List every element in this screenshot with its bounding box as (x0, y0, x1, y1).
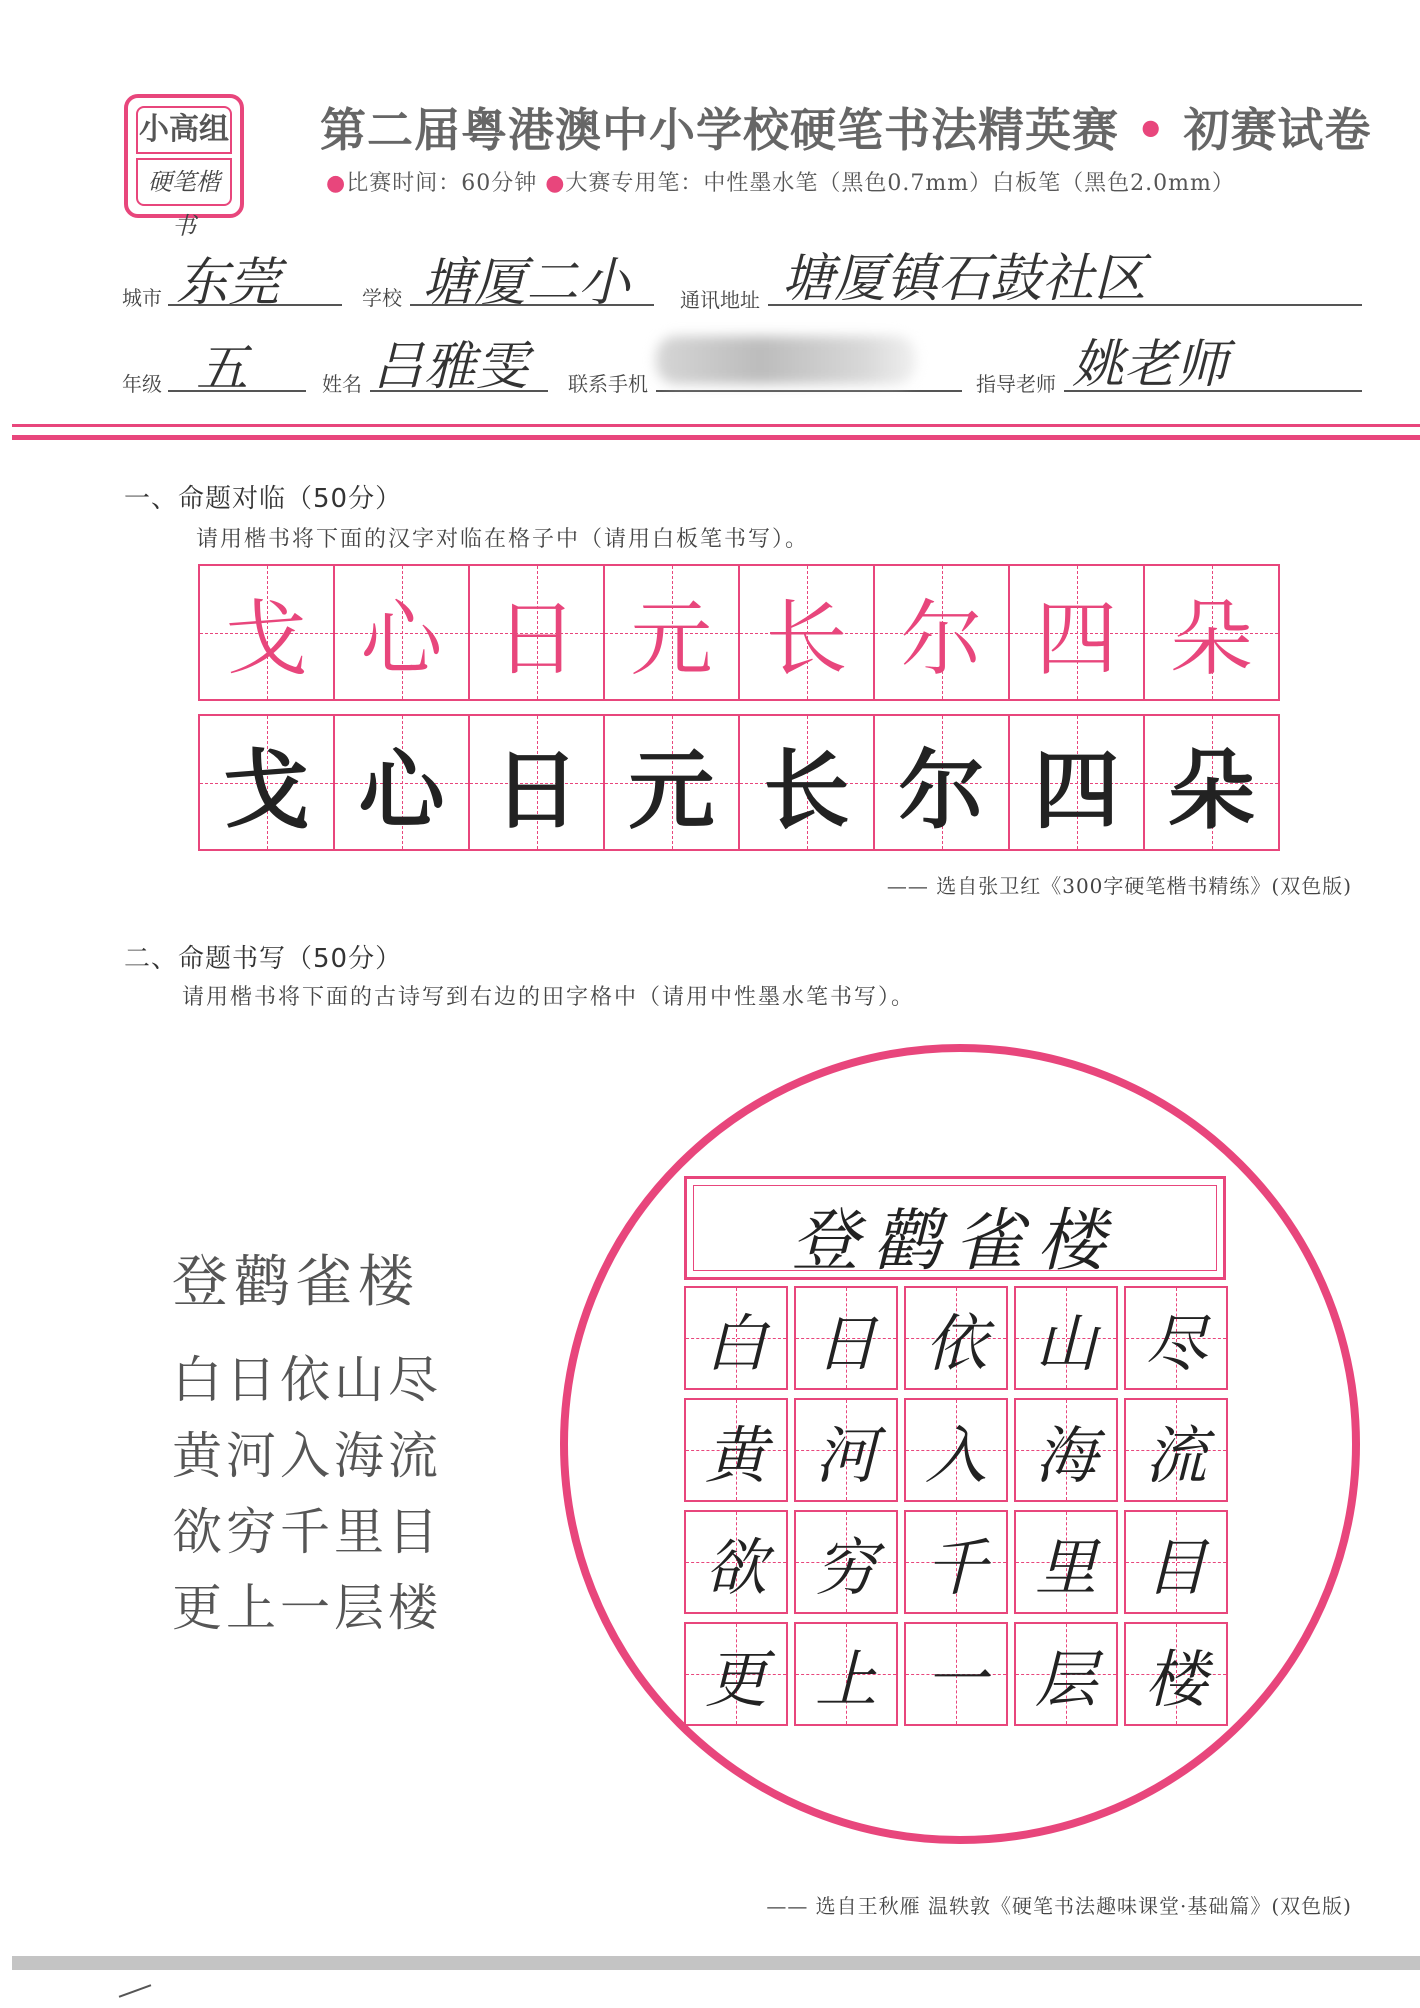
poem-grid-cell[interactable]: 日 (794, 1286, 898, 1390)
info-time: 比赛时间：60分钟 (346, 171, 538, 196)
badge-category-label: 硬笔楷书 (136, 158, 232, 206)
title-dot: • (1136, 103, 1167, 157)
teacher-label: 指导老师 (976, 372, 1056, 396)
poem-grid-cell[interactable]: 入 (904, 1398, 1008, 1502)
written-poem-title: 登鹳雀楼 (790, 1202, 1119, 1281)
title-sub: 初赛试卷 (1183, 103, 1372, 157)
model-poem-line: 更上一层楼 (172, 1579, 442, 1637)
poem-grid-row (684, 1622, 1228, 1726)
poem-grid-cell[interactable]: 一 (904, 1622, 1008, 1726)
copy-char-cell[interactable]: 元 (603, 714, 740, 851)
poem-grid-cell[interactable]: 尽 (1124, 1286, 1228, 1390)
poem-grid-cell[interactable]: 里 (1014, 1510, 1118, 1614)
city-field[interactable]: 东莞 (176, 253, 281, 313)
bullet-icon: ● (545, 171, 566, 196)
name-field[interactable]: 吕雅雯 (372, 337, 529, 397)
model-char-cell: 日 (468, 564, 605, 701)
header-divider-bottom (12, 435, 1420, 440)
model-poem (172, 1238, 442, 1646)
name-label: 姓名 (322, 372, 362, 396)
model-char-row (198, 564, 1278, 701)
poem-grid-cell[interactable]: 白 (684, 1286, 788, 1390)
poem-grid-cell[interactable]: 千 (904, 1510, 1008, 1614)
model-char-cell: 戈 (198, 564, 335, 701)
bullet-icon: ● (326, 171, 347, 196)
poem-grid-cell[interactable]: 穷 (794, 1510, 898, 1614)
grade-field[interactable]: 五 (196, 339, 249, 399)
poem-grid-cell[interactable]: 欲 (684, 1510, 788, 1614)
school-field[interactable]: 塘厦二小 (422, 253, 631, 313)
poem-grid-cell[interactable]: 更 (684, 1622, 788, 1726)
address-field[interactable]: 塘厦镇石鼓社区 (782, 249, 1147, 309)
page-title (320, 94, 1371, 160)
badge-group-label: 小高组 (136, 106, 232, 154)
exam-info (326, 166, 1235, 197)
written-poem-title-box[interactable] (684, 1176, 1226, 1280)
poem-grid-cell[interactable]: 黄 (684, 1398, 788, 1502)
copy-char-row[interactable] (198, 714, 1278, 851)
poem-grid[interactable] (684, 1286, 1228, 1726)
model-poem-line: 欲穷千里目 (172, 1503, 442, 1561)
title-main: 第二届粤港澳中小学校硬笔书法精英赛 (320, 103, 1119, 157)
model-poem-line: 白日依山尽 (172, 1351, 442, 1409)
city-label: 城市 (122, 286, 162, 310)
section1-desc: 请用楷书将下面的汉字对临在格子中（请用白板笔书写）。 (196, 527, 810, 552)
poem-grid-cell[interactable]: 河 (794, 1398, 898, 1502)
model-char-cell: 朵 (1143, 564, 1280, 701)
header-divider-top (12, 424, 1420, 427)
section2-desc: 请用楷书将下面的古诗写到右边的田字格中（请用中性墨水笔书写）。 (182, 985, 916, 1010)
poem-grid-cell[interactable]: 依 (904, 1286, 1008, 1390)
teacher-field[interactable]: 姚老师 (1072, 335, 1229, 395)
model-char-cell: 元 (603, 564, 740, 701)
group-badge (124, 94, 244, 240)
poem-grid-row (684, 1398, 1228, 1502)
poem-grid-row (684, 1286, 1228, 1390)
model-char-cell: 尔 (873, 564, 1010, 701)
section2-title: 二、命题书写（50分） (124, 944, 403, 974)
phone-label: 联系手机 (568, 372, 648, 396)
model-poem-line: 黄河入海流 (172, 1427, 442, 1485)
poem-grid-row (684, 1510, 1228, 1614)
phone-field-redacted[interactable] (656, 336, 916, 384)
copy-char-cell[interactable]: 四 (1008, 714, 1145, 851)
poem-grid-cell[interactable]: 目 (1124, 1510, 1228, 1614)
copy-char-cell[interactable]: 日 (468, 714, 605, 851)
poem-grid-cell[interactable]: 楼 (1124, 1622, 1228, 1726)
model-char-cell: 心 (333, 564, 470, 701)
poem-grid-cell[interactable]: 上 (794, 1622, 898, 1726)
section1-credit: —— 选自张卫红《300字硬笔楷书精练》(双色版) (886, 874, 1352, 898)
phone-line (656, 390, 962, 392)
section2-credit: —— 选自王秋雁 温轶敦《硬笔书法趣味课堂·基础篇》(双色版) (766, 1894, 1352, 1918)
poem-grid-cell[interactable]: 流 (1124, 1398, 1228, 1502)
pencil-mark (119, 1984, 152, 1998)
address-label: 通讯地址 (680, 288, 760, 312)
grade-label: 年级 (122, 372, 162, 396)
poem-grid-cell[interactable]: 层 (1014, 1622, 1118, 1726)
model-char-cell: 长 (738, 564, 875, 701)
copy-char-cell[interactable]: 朵 (1143, 714, 1280, 851)
model-char-cell: 四 (1008, 564, 1145, 701)
model-poem-title: 登鹳雀楼 (172, 1250, 420, 1315)
copy-char-cell[interactable]: 长 (738, 714, 875, 851)
poem-grid-cell[interactable]: 山 (1014, 1286, 1118, 1390)
footer-bar (12, 1956, 1420, 1970)
copy-char-cell[interactable]: 心 (333, 714, 470, 851)
info-pen: 大赛专用笔：中性墨水笔（黑色0.7mm）白板笔（黑色2.0mm） (565, 171, 1235, 196)
copy-char-cell[interactable]: 尔 (873, 714, 1010, 851)
section1-title: 一、命题对临（50分） (124, 484, 403, 514)
poem-grid-cell[interactable]: 海 (1014, 1398, 1118, 1502)
copy-char-cell[interactable]: 戈 (198, 714, 335, 851)
school-label: 学校 (362, 286, 402, 310)
